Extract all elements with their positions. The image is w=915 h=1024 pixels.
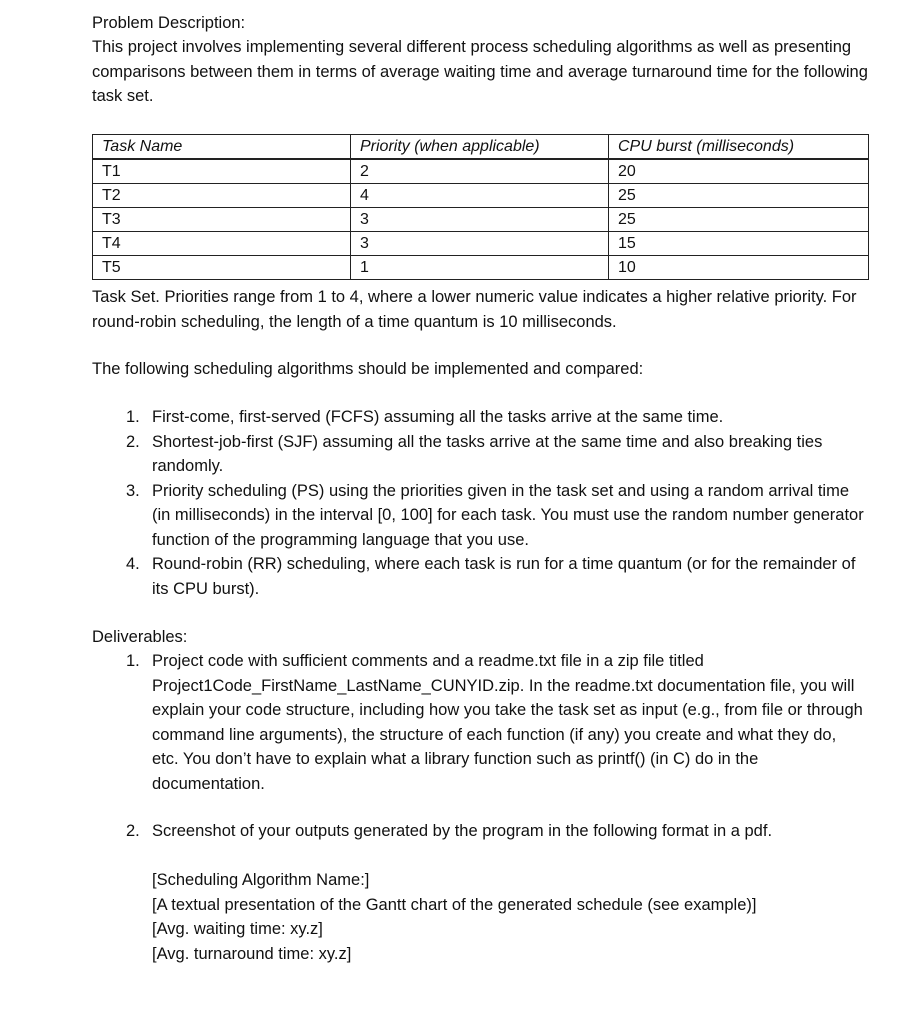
list-item [126,649,866,796]
format-line: [Avg. waiting time: xy.z] [152,920,323,938]
list-item [126,430,866,479]
table-row [93,256,869,280]
deliverables-list-continued [126,819,866,844]
task-name-cell: T4 [93,232,351,256]
cpu-burst-cell: 15 [609,232,869,256]
output-format-block [152,868,872,966]
table-row [93,208,869,232]
priority-cell: 3 [351,232,609,256]
task-set-table [92,134,869,280]
task-name-cell: T1 [93,159,351,184]
list-item-text: Shortest-job-first (SJF) assuming all the tasks arrive at the same time and also breaking ties randomly. [152,432,823,475]
table-row [93,159,869,184]
intro-paragraph: This project involves implementing several different process scheduling algorithms as well as presenting comparisons between them in terms of average waiting time and average turnaround time for the following task set. [92,38,868,105]
table-caption: Task Set. Priorities range from 1 to 4, where a lower numeric value indicates a higher relative priority. For round-robin scheduling, the length of a time quantum is 10 milliseconds. [92,288,857,331]
header-priority: Priority (when applicable) [351,135,609,160]
priority-cell: 4 [351,184,609,208]
format-line: [A textual presentation of the Gantt chart of the generated schedule (see example)] [152,895,757,914]
list-item-text: Priority scheduling (PS) using the priorities given in the task set and using a random arrival time (in milliseconds) in the interval [0, 100] for each task. You must use the random number generator function of the programming language that you use. [152,481,864,549]
algorithms-list [126,405,866,601]
format-line: [Avg. turnaround time: xy.z] [152,944,352,963]
cpu-burst-cell: 20 [609,159,869,184]
cpu-burst-cell: 10 [609,256,869,280]
task-name-cell: T5 [93,256,351,280]
list-item [126,552,866,601]
deliverables-list [126,649,866,796]
list-number: 3. [126,481,140,500]
list-item-text: Round-robin (RR) scheduling, where each task is run for a time quantum (or for the remainder of its CPU burst). [152,555,856,598]
table-row [93,232,869,256]
list-number: 4. [126,555,140,573]
list-number: 1. [126,408,140,426]
cpu-burst-cell: 25 [609,184,869,208]
format-line: [Scheduling Algorithm Name:] [152,871,370,889]
list-item [126,479,866,553]
priority-cell: 3 [351,208,609,232]
list-item-text: Screenshot of your outputs generated by the program in the following format in a pdf. [152,822,773,840]
list-item [126,405,866,430]
list-item [126,819,866,844]
algorithms-intro: The following scheduling algorithms should be implemented and compared: [92,360,644,378]
list-number: 2. [126,822,140,840]
priority-cell: 2 [351,159,609,184]
deliverables-heading: Deliverables: [92,628,188,646]
list-item-text: Project code with sufficient comments and a readme.txt file in a zip file titled Project1Code_FirstName_LastName_CUNYID.zip. In the readme.txt documentation file, you will explain your code structure, including how you take the task set as input (e.g., from file or through command line arguments), the structure of each function (if any) you create and what they do, etc. You don’t have to explain what a library function such as printf() (in C) do in the documentation. [152,652,863,793]
task-name-cell: T3 [93,208,351,232]
task-name-cell: T2 [93,184,351,208]
header-cpu-burst: CPU burst (milliseconds) [609,135,869,160]
cpu-burst-cell: 25 [609,208,869,232]
priority-cell: 1 [351,256,609,280]
table-row [93,184,869,208]
list-number: 1. [126,652,140,670]
list-item-text: First-come, first-served (FCFS) assuming all the tasks arrive at the same time. [152,408,724,426]
problem-description-heading: Problem Description: [92,14,246,32]
list-number: 2. [126,432,140,451]
header-task-name: Task Name [93,135,351,160]
table-header-row [93,135,869,160]
